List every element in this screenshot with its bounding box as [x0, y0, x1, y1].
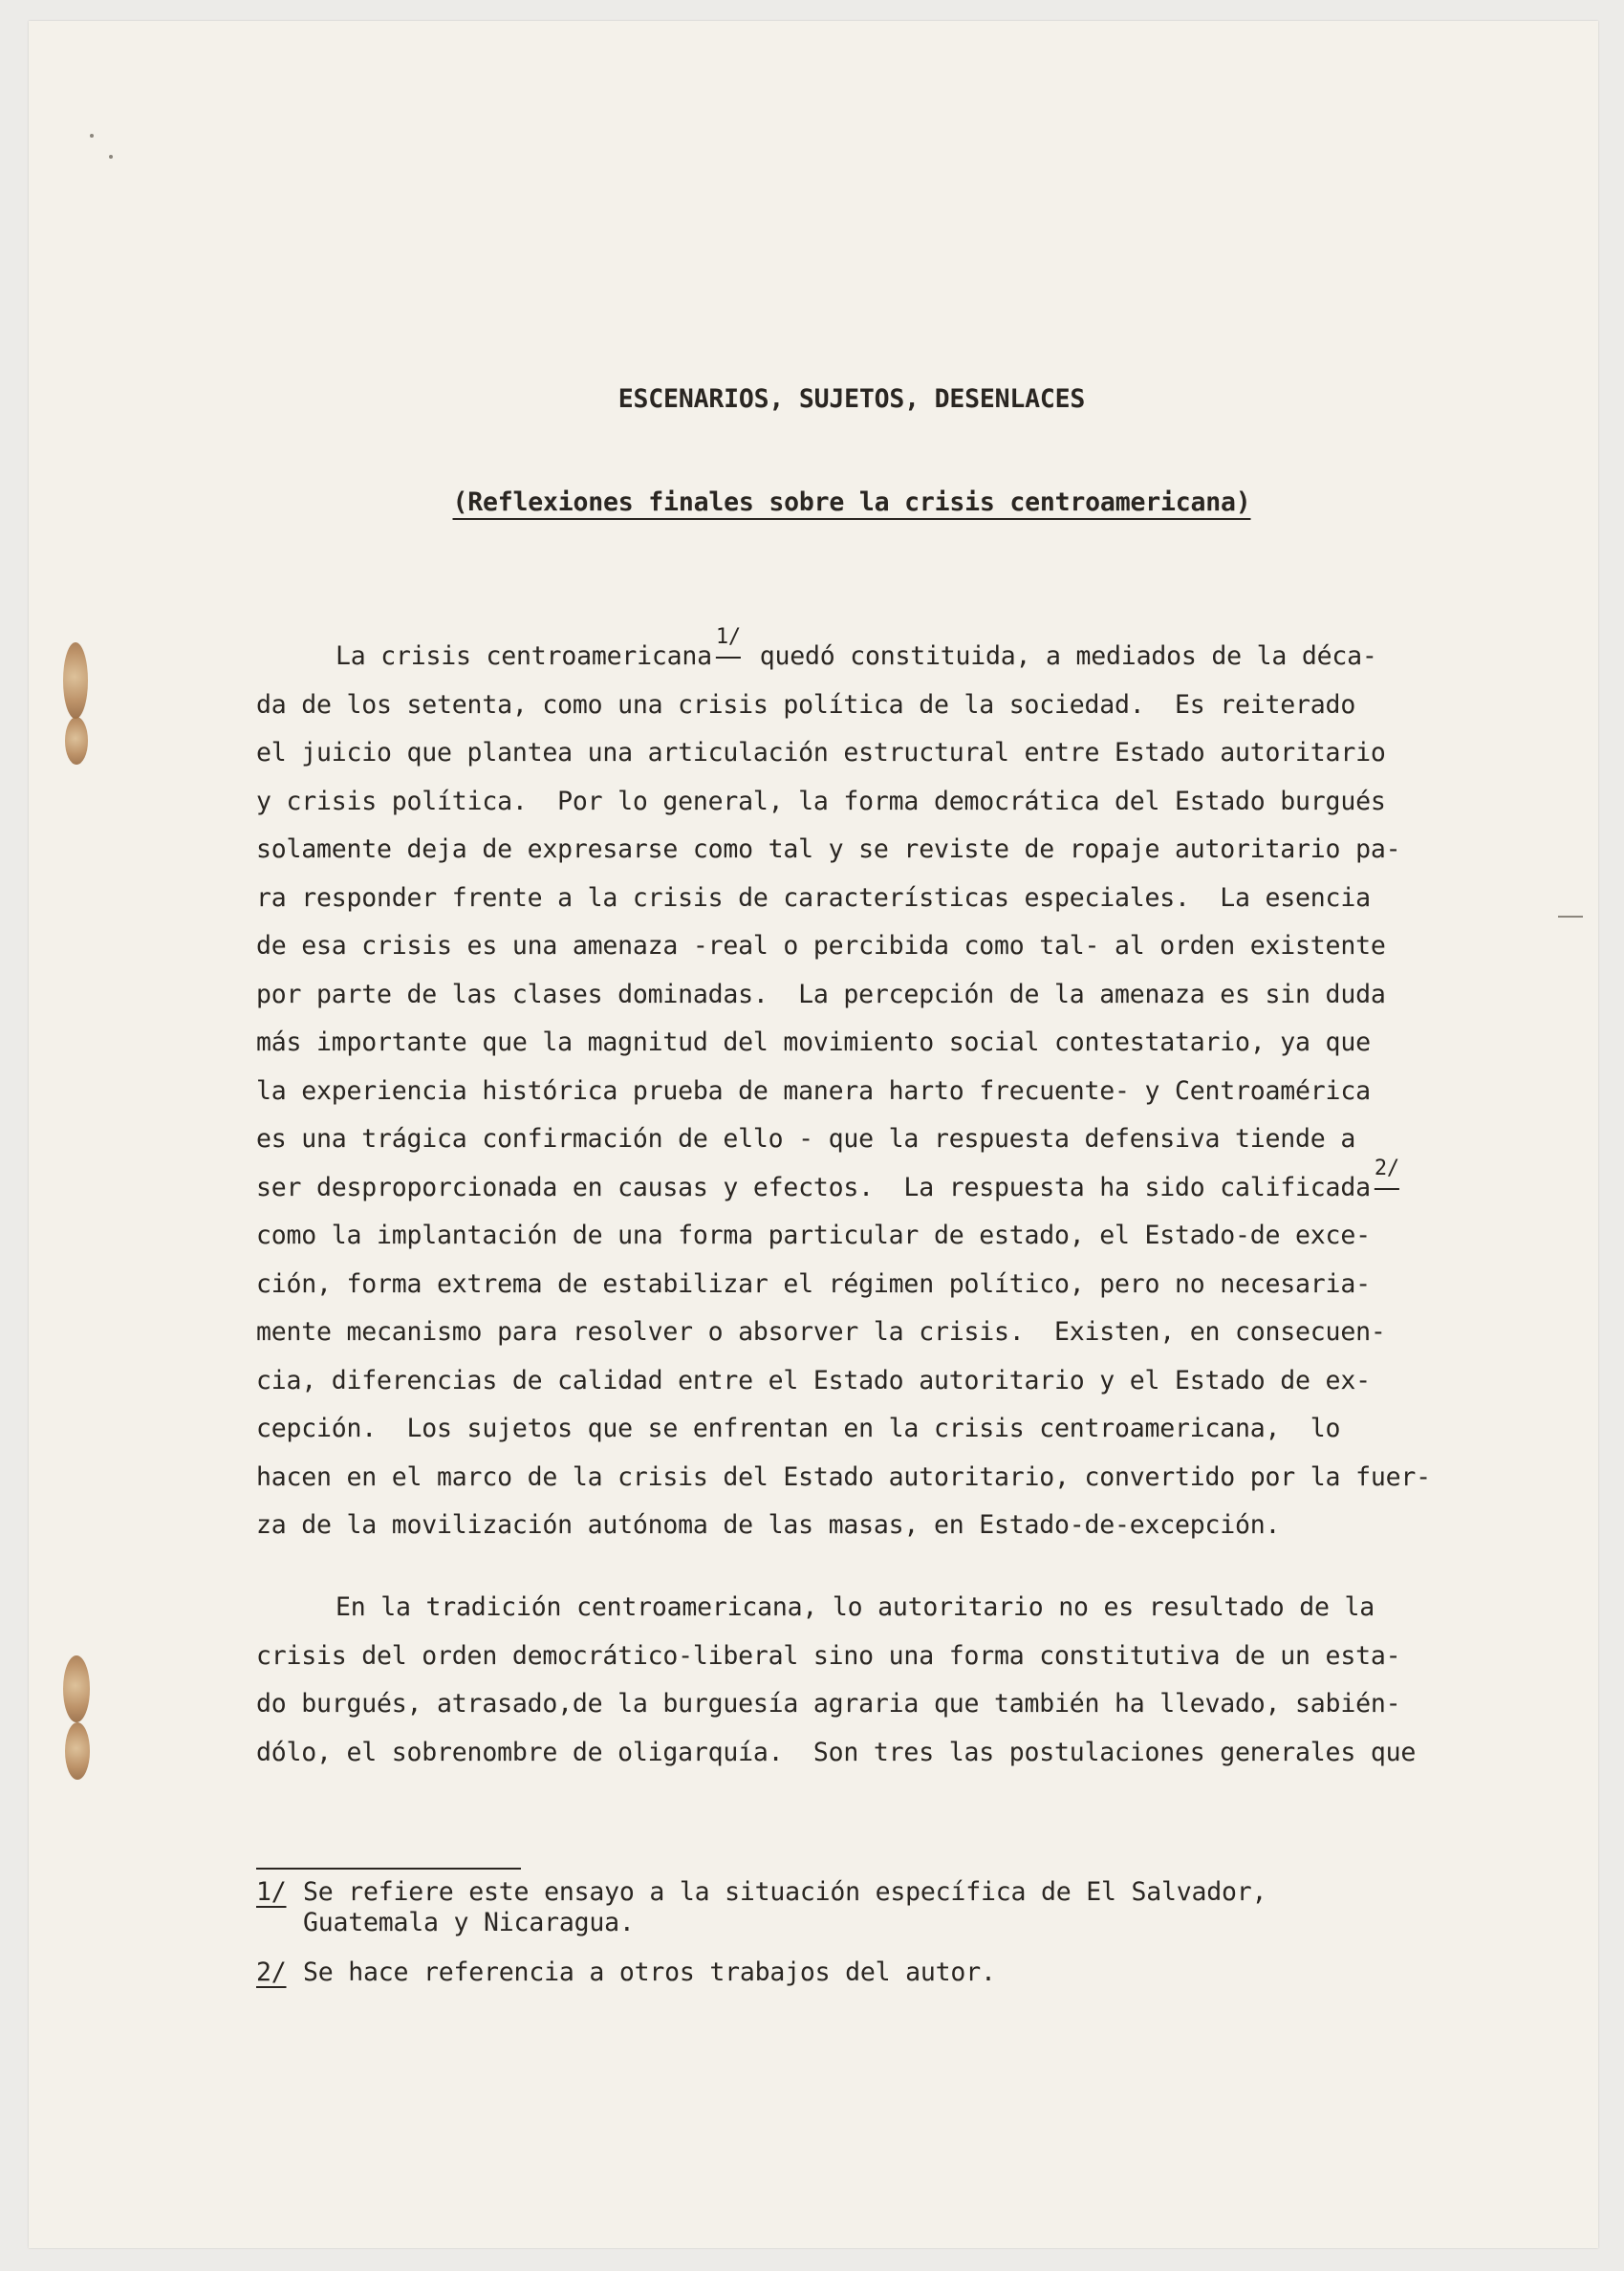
footnote-2	[256, 1957, 1547, 1988]
page-title: ESCENARIOS, SUJETOS, DESENLACES	[617, 384, 1086, 414]
paper-speck	[90, 134, 94, 138]
paragraph-line: cia, diferencias de calidad entre el Estado autoritario y el Estado de ex-	[256, 1365, 1371, 1395]
paragraph-line: la experiencia histórica prueba de manera harto frecuente- y Centroamérica	[256, 1075, 1371, 1106]
footnote-ref-1: 1/	[715, 625, 741, 649]
footnote-mark: 1/	[256, 1877, 287, 1907]
paragraph-line: da de los setenta, como una crisis política de la sociedad. Es reiterado	[256, 689, 1356, 720]
footnote-mark: 2/	[256, 1957, 287, 1987]
paragraph-line: de esa crisis es una amenaza -real o percibida como tal- al orden existente	[256, 931, 1386, 961]
paragraph-line: za de la movilización autónoma de las masas, en Estado-de-excepción.	[256, 1510, 1281, 1540]
binder-hole-mark	[63, 642, 88, 719]
paragraph-2	[256, 1584, 1547, 1777]
document-page	[29, 21, 1598, 2248]
footnote-divider	[256, 1868, 521, 1870]
paragraph-line: cepción. Los sujetos que se enfrentan en la crisis centroamericana, lo	[256, 1414, 1341, 1443]
paragraph-line: y crisis política. Por lo general, la forma democrática del Estado burgués	[256, 786, 1386, 816]
footnote-1	[256, 1877, 1547, 1938]
paragraph-line: dólo, el sobrenombre de oligarquía. Son tres las postulaciones generales que	[256, 1737, 1417, 1767]
page-subtitle	[29, 487, 1598, 517]
paragraph-line: mente mecanismo para resolver o absorver la crisis. Existen, en consecuen-	[256, 1317, 1386, 1347]
footnote-text: Se hace referencia a otros trabajos del autor.	[303, 1957, 996, 1987]
paragraph-line: como la implantación de una forma particular de estado, el Estado-de exce-	[256, 1221, 1371, 1250]
footnote-text: Se refiere este ensayo a la situación específica de El Salvador,	[303, 1877, 1267, 1907]
paragraph-line: es una trágica confirmación de ello - que la respuesta defensiva tiende a	[256, 1124, 1356, 1154]
paragraph-line: ción, forma extrema de estabilizar el régimen político, pero no necesaria-	[256, 1268, 1371, 1299]
paragraph-line: ra responder frente a la crisis de características especiales. La esencia	[256, 882, 1371, 913]
paragraph-line: ser desproporcionada en causas y efectos. La respuesta ha sido calificada2/	[256, 1164, 1547, 1213]
binder-hole-mark	[65, 717, 88, 765]
footnote-text: Guatemala y Nicaragua.	[303, 1908, 635, 1937]
paragraph-line: solamente deja de expresarse como tal y se reviste de ropaje autoritario pa-	[256, 834, 1401, 864]
margin-mark	[1558, 916, 1583, 918]
paragraph-1	[256, 625, 1547, 1550]
page-subtitle-text: (Reflexiones finales sobre la crisis centroamericana)	[452, 487, 1251, 517]
paragraph-line: En la tradición centroamericana, lo autoritario no es resultado de la	[336, 1592, 1375, 1622]
paragraph-line: hacen en el marco de la crisis del Estado autoritario, convertido por la fuer-	[256, 1461, 1431, 1492]
paragraph-line: el juicio que plantea una articulación estructural entre Estado autoritario	[256, 738, 1386, 768]
paragraph-line: más importante que la magnitud del movimiento social contestatario, ya que	[256, 1027, 1371, 1057]
binder-hole-mark	[65, 1722, 90, 1780]
footnotes	[256, 1877, 1547, 2007]
paper-speck	[109, 155, 113, 159]
binder-hole-mark	[63, 1655, 90, 1722]
paragraph-line: crisis del orden democrático-liberal sino una forma constitutiva de un esta-	[256, 1640, 1401, 1671]
paragraph-line: do burgués, atrasado,de la burguesía agraria que también ha llevado, sabién-	[256, 1689, 1401, 1719]
footnote-ref-2: 2/	[1374, 1156, 1399, 1180]
paragraph-line: La crisis centroamericana1/ quedó constituida, a mediados de la déca-	[256, 633, 1547, 681]
paragraph-line: por parte de las clases dominadas. La percepción de la amenaza es sin duda	[256, 979, 1386, 1009]
